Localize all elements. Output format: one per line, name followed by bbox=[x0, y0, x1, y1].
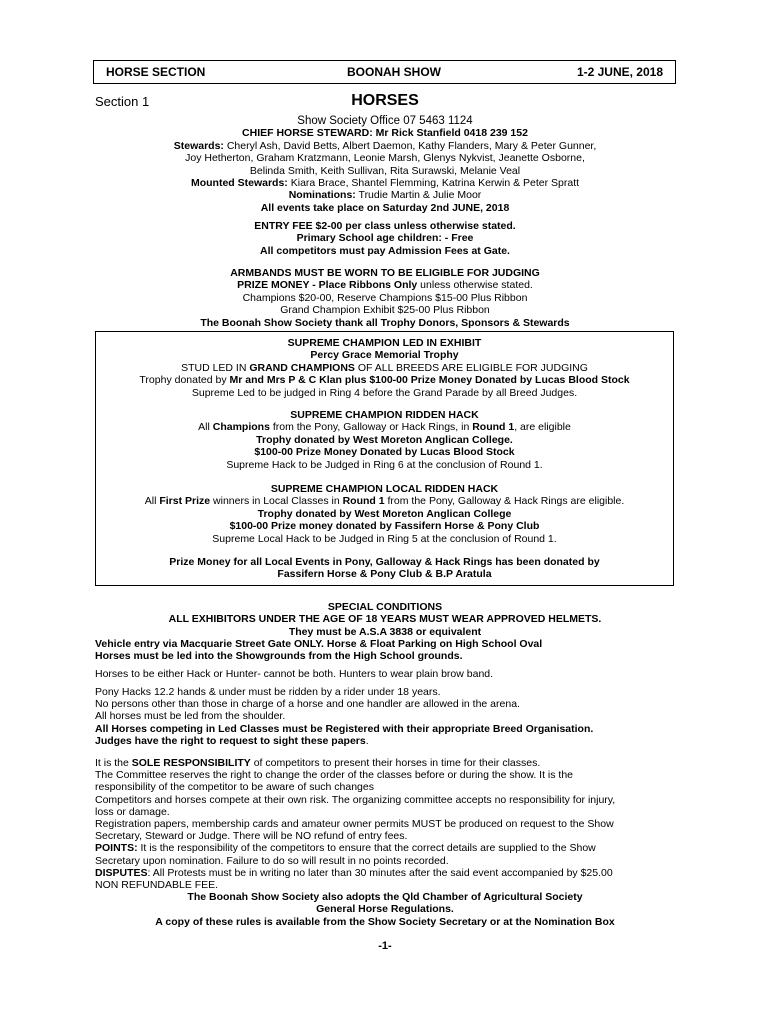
local-trophy: Trophy donated by West Moreton Anglican College bbox=[257, 507, 512, 520]
adopts-2: General Horse Regulations. bbox=[316, 903, 454, 916]
header-date: 1-2 JUNE, 2018 bbox=[576, 65, 663, 79]
page-title: HORSES bbox=[351, 92, 419, 109]
adopts-1: The Boonah Show Society also adopts the Qld Chamber of Agricultural Society bbox=[187, 891, 583, 903]
papers-2: Secretary, Steward or Judge. There will be NO refund of entry fees. bbox=[95, 830, 408, 843]
hack-eligible bbox=[96, 421, 673, 433]
led-trophy-a: Trophy donated by bbox=[139, 374, 230, 387]
entry-fee-block bbox=[60, 220, 710, 257]
led-memorial: Percy Grace Memorial Trophy bbox=[310, 349, 459, 362]
special-conditions bbox=[60, 601, 710, 638]
points-rule bbox=[95, 842, 685, 854]
disputes-a: DISPUTES bbox=[95, 866, 148, 879]
sole-b: SOLE RESPONSIBILITY bbox=[131, 757, 251, 769]
local-hack-section bbox=[96, 483, 673, 545]
led-exhibit-section bbox=[96, 337, 673, 399]
stewards-line-1 bbox=[60, 140, 710, 152]
intro-block bbox=[60, 115, 710, 214]
local-prize-money-section bbox=[96, 556, 673, 581]
nominations-label: Nominations: bbox=[288, 189, 356, 202]
stewards-line-3: Belinda Smith, Keith Sullivan, Rita Surawski, Melanie Veal bbox=[249, 164, 521, 177]
led-into-grounds: Horses must be led into the Showgrounds from the High School grounds. bbox=[95, 650, 463, 663]
points-b: It is the responsibility of the competitors to ensure that the correct details are supplied to the Show bbox=[137, 842, 596, 855]
prize-money-rest: unless otherwise stated. bbox=[417, 279, 533, 292]
local-title: SUPREME CHAMPION LOCAL RIDDEN HACK bbox=[270, 483, 499, 495]
led-stud-a: STUD LED IN bbox=[181, 361, 250, 374]
hack-all-c: from the Pony, Galloway or Hack Rings, in bbox=[269, 421, 473, 434]
sole-responsibility bbox=[95, 757, 685, 769]
local-prize: $100-00 Prize money donated by Fassifern Horse & Pony Club bbox=[229, 520, 540, 533]
local-judged: Supreme Local Hack to be Judged in Ring 5 at the conclusion of Round 1. bbox=[212, 532, 557, 545]
stewards-line-2: Joy Hetherton, Graham Kratzmann, Leonie Marsh, Glenys Nykvist, Jeanette Osborne, bbox=[185, 152, 585, 165]
local-all-e: from the Pony, Galloway & Hack Rings are eligible. bbox=[384, 495, 625, 508]
led-stud-c: OF ALL BREEDS ARE ELIGIBLE FOR JUDGING bbox=[354, 361, 588, 374]
risk-2: loss or damage. bbox=[95, 805, 170, 818]
nominations bbox=[60, 189, 710, 201]
hack-or-hunter: Horses to be either Hack or Hunter- cannot be both. Hunters to wear plain brow band. bbox=[95, 668, 494, 680]
judges-a: Judges have the right to request to sight these papers bbox=[95, 734, 366, 747]
asa-standard: They must be A.S.A 3838 or equivalent bbox=[288, 625, 482, 638]
mounted-stewards bbox=[60, 177, 710, 189]
hack-title: SUPREME CHAMPION RIDDEN HACK bbox=[290, 409, 479, 421]
stewards-label: Stewards: bbox=[173, 139, 224, 152]
special-title: SPECIAL CONDITIONS bbox=[327, 601, 443, 613]
grand-champion-prize: Grand Champion Exhibit $25-00 Plus Ribbon bbox=[280, 304, 490, 317]
supreme-champions-box bbox=[95, 331, 674, 586]
mounted-names: Kiara Brace, Shantel Flemming, Katrina Kerwin & Peter Spratt bbox=[287, 177, 580, 190]
stewards-names-1: Cheryl Ash, David Betts, Albert Daemon, Kathy Flanders, Mary & Peter Gunner, bbox=[223, 139, 597, 152]
footer-block bbox=[60, 891, 710, 928]
armbands-block bbox=[60, 267, 710, 329]
sole-c: of competitors to present their horses in time for their classes. bbox=[250, 757, 541, 769]
committee-2: responsibility of the competitor to be aware of such changes bbox=[95, 781, 374, 794]
committee-1: The Committee reserves the right to change the order of the classes before or during the show. It is the bbox=[95, 769, 574, 782]
rules-block-3 bbox=[95, 686, 685, 747]
mounted-label: Mounted Stewards: bbox=[190, 177, 288, 190]
points-2: Secretary upon nomination. Failure to do so will result in no points recorded. bbox=[95, 854, 449, 867]
hack-all-b: Champions bbox=[212, 421, 270, 434]
rules-block-1 bbox=[95, 638, 685, 662]
header-section-name: HORSE SECTION bbox=[106, 65, 206, 79]
risk-1: Competitors and horses compete at their own risk. The organizing committee accepts no responsibility for injury, bbox=[95, 793, 616, 806]
hack-prize: $100-00 Prize Money Donated by Lucas Blood Stock bbox=[254, 446, 515, 459]
sole-a: It is the bbox=[95, 757, 132, 769]
rules-block-2 bbox=[95, 668, 685, 680]
local-all-d: Round 1 bbox=[342, 495, 385, 508]
rules-block-4 bbox=[95, 757, 685, 891]
led-stud-b: GRAND CHAMPIONS bbox=[249, 361, 355, 374]
nominations-names: Trudie Martin & Julie Moor bbox=[355, 189, 482, 202]
local-eligible bbox=[96, 495, 673, 507]
judges-b: . bbox=[365, 734, 369, 747]
led-judged: Supreme Led to be judged in Ring 4 before the Grand Parade by all Breed Judges. bbox=[191, 386, 578, 399]
helmets-notice: ALL EXHIBITORS UNDER THE AGE OF 18 YEARS MUST WEAR APPROVED HELMETS. bbox=[168, 613, 602, 626]
vehicle-entry: Vehicle entry via Macquarie Street Gate ONLY. Horse & Float Parking on High School Oval bbox=[95, 638, 543, 650]
primary-school: Primary School age children: - Free bbox=[296, 232, 474, 245]
entry-fee: ENTRY FEE $2-00 per class unless otherwise stated. bbox=[254, 220, 516, 232]
prize-money-donated-2: Fassifern Horse & Pony Club & B.P Aratula bbox=[277, 568, 492, 581]
thanks-line: The Boonah Show Society thank all Trophy Donors, Sponsors & Stewards bbox=[200, 316, 570, 329]
page-number: -1- bbox=[378, 940, 392, 952]
pony-hacks-rule: Pony Hacks 12.2 hands & under must be ridden by a rider under 18 years. bbox=[95, 686, 441, 698]
no-persons-rule: No persons other than those in charge of a horse and one handler are allowed in the arena. bbox=[95, 698, 520, 711]
prize-money-bold: PRIZE MONEY - Place Ribbons Only bbox=[237, 279, 418, 292]
judges-rule bbox=[95, 735, 685, 747]
led-trophy bbox=[96, 374, 673, 386]
led-trophy-b: Mr and Mrs P & C Klan plus $100-00 Prize Money Donated by Lucas Blood Stock bbox=[229, 374, 630, 387]
chief-steward: CHIEF HORSE STEWARD: Mr Rick Stanfield 0418 239 152 bbox=[242, 127, 528, 140]
office-phone: Show Society Office 07 5463 1124 bbox=[297, 115, 473, 127]
prize-money-line bbox=[60, 279, 710, 291]
points-a: POINTS: bbox=[95, 842, 138, 855]
hack-all-d: Round 1 bbox=[472, 421, 515, 434]
rules-copy: A copy of these rules is available from the Show Society Secretary or at the Nomination Box bbox=[155, 915, 615, 928]
local-all-a: All bbox=[144, 495, 160, 508]
disputes-2: NON REFUNDABLE FEE. bbox=[95, 879, 219, 892]
section-label: Section 1 bbox=[95, 94, 150, 109]
disputes-b: : All Protests must be in writing no later than 30 minutes after the said event accompanied by $25.00 bbox=[147, 866, 613, 879]
registered-rule: All Horses competing in Led Classes must be Registered with their appropriate Breed Organisation. bbox=[95, 722, 594, 735]
disputes-rule bbox=[95, 867, 685, 879]
led-title: SUPREME CHAMPION LED IN EXHIBIT bbox=[287, 337, 482, 349]
hack-judged: Supreme Hack to be Judged in Ring 6 at the conclusion of Round 1. bbox=[226, 458, 543, 471]
header-show-name: BOONAH SHOW bbox=[347, 65, 441, 79]
events-date: All events take place on Saturday 2nd JUNE, 2018 bbox=[260, 201, 510, 214]
hack-all-e: , are eligible bbox=[514, 421, 571, 434]
ridden-hack-section bbox=[96, 409, 673, 471]
led-stud bbox=[96, 362, 673, 374]
armbands-notice: ARMBANDS MUST BE WORN TO BE ELIGIBLE FOR JUDGING bbox=[230, 267, 540, 279]
led-shoulder-rule: All horses must be led from the shoulder. bbox=[95, 710, 286, 723]
hack-all-a: All bbox=[198, 421, 213, 434]
header-bar bbox=[93, 60, 676, 84]
local-all-b: First Prize bbox=[159, 495, 211, 508]
hack-trophy: Trophy donated by West Moreton Anglican College. bbox=[256, 433, 513, 446]
prize-money-donated-1: Prize Money for all Local Events in Pony, Galloway & Hack Rings has been donated by bbox=[169, 556, 600, 568]
admission-fees: All competitors must pay Admission Fees at Gate. bbox=[260, 244, 510, 257]
papers-1: Registration papers, membership cards and amateur owner permits MUST be produced on request to the Show bbox=[95, 818, 614, 831]
champions-prize: Champions $20-00, Reserve Champions $15-00 Plus Ribbon bbox=[242, 291, 528, 304]
local-all-c: winners in Local Classes in bbox=[210, 495, 343, 508]
